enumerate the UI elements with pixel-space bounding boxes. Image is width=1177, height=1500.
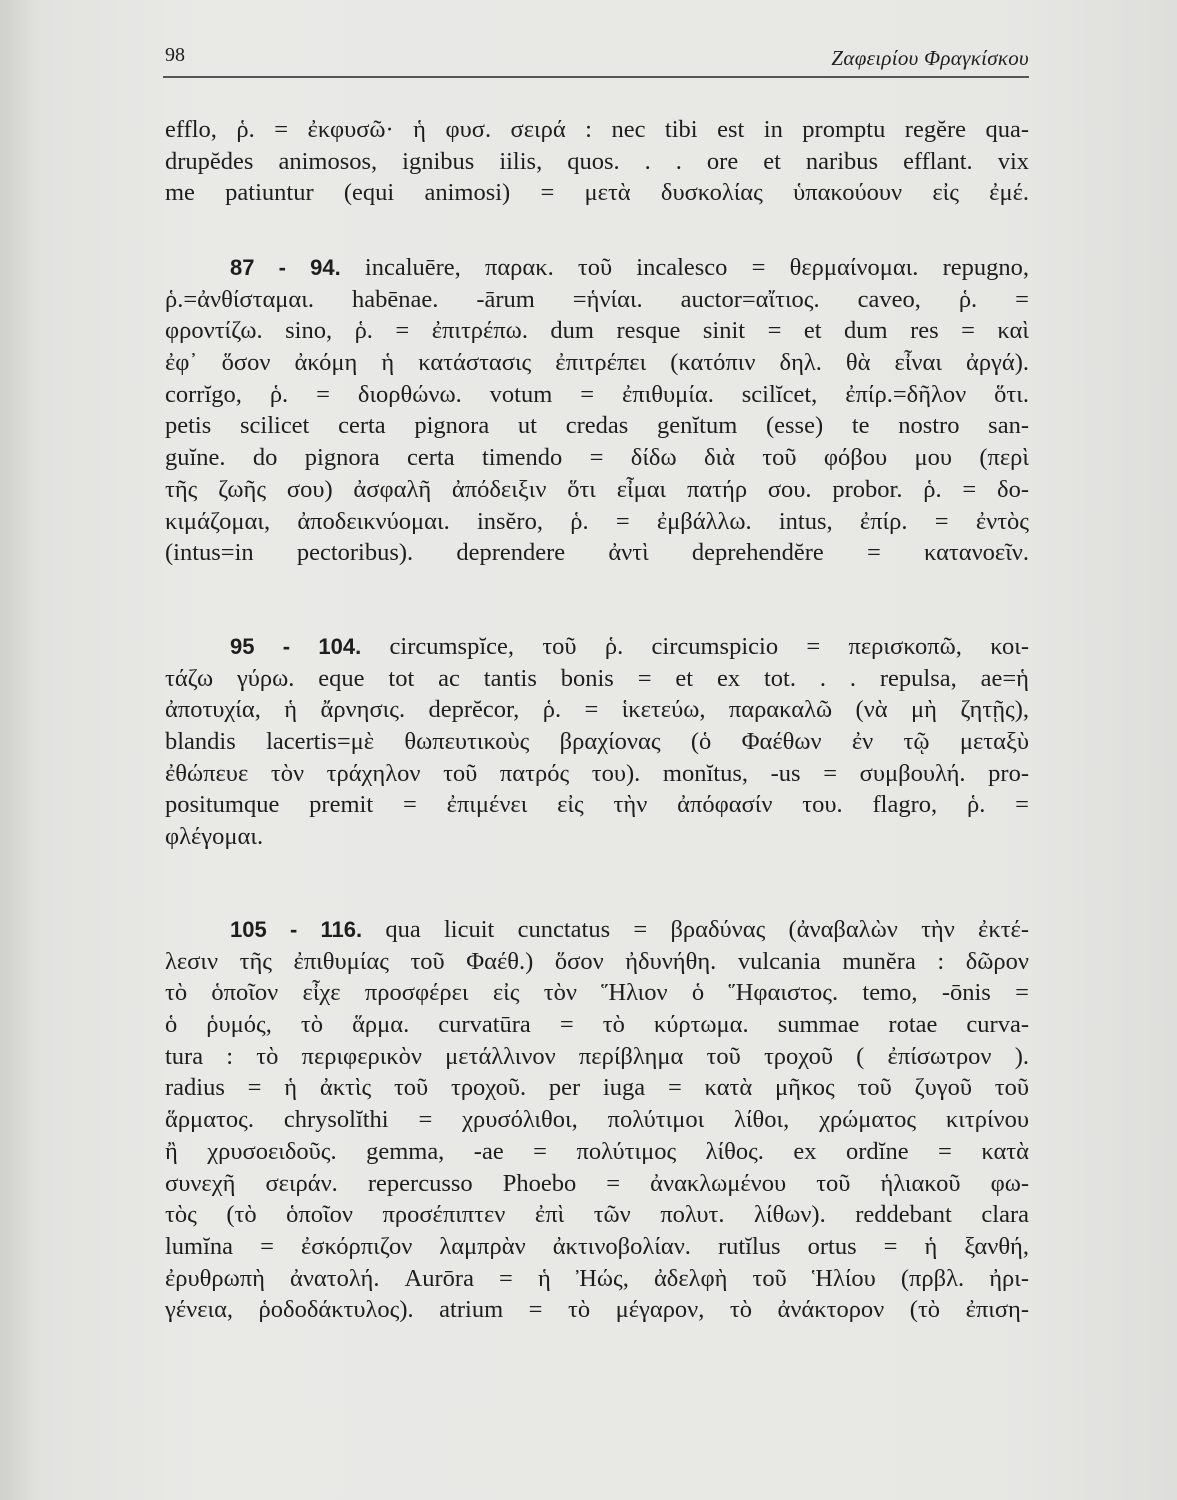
paragraph-efflo bbox=[165, 114, 1029, 209]
line-text: τὸ ὁποῖον εἶχε προσφέρει εἰς τὸν Ἥλιον ὁ Ἥφαιστος. temo, -ōnis = bbox=[165, 979, 1029, 1007]
text-line bbox=[165, 946, 1029, 978]
verse-range-label: 87 - 94. bbox=[230, 255, 341, 280]
text-line bbox=[165, 1231, 1029, 1263]
page-header bbox=[165, 44, 1029, 74]
text-line bbox=[165, 537, 1029, 569]
line-text: φροντίζω. sino, ῥ. = ἐπιτρέπω. dum resque sinit = et dum res = καὶ bbox=[165, 317, 1029, 345]
text-line bbox=[165, 1041, 1029, 1073]
line-text: corrĭgo, ῥ. = διορθώνω. votum = ἐπιθυμία. scilĭcet, ἐπίρ.=δῆλον ὅτι. bbox=[165, 380, 1029, 408]
line-text: ἐθώπευε τὸν τράχηλον τοῦ πατρός του). monĭtus, -us = συμβουλή. pro- bbox=[165, 759, 1029, 787]
text-line bbox=[165, 347, 1029, 379]
line-text: ἐφ᾽ ὅσον ἀκόμη ἡ κατάστασις ἐπιτρέπει (κατόπιν δηλ. θὰ εἶναι ἀργά). bbox=[165, 349, 1029, 377]
text-line bbox=[165, 1199, 1029, 1231]
line-text: positumque premit = ἐπιμένει εἰς τὴν ἀπόφασίν του. flagro, ῥ. = bbox=[165, 791, 1029, 819]
line-text: efflo, ῥ. = ἐκφυσῶ· ἡ φυσ. σειρά : nec tibi est in promptu regĕre qua- bbox=[165, 116, 1029, 143]
line-text: κιμάζομαι, ἀποδεικνύομαι. insĕro, ῥ. = ἐμβάλλω. intus, ἐπίρ. = ἐντὸς bbox=[165, 507, 1029, 535]
line-text: τῆς ζωῆς σου) ἀσφαλῆ ἀπόδειξιν ὅτι εἶμαι πατήρ σου. probor. ῥ. = δο- bbox=[165, 475, 1029, 503]
text-line bbox=[165, 821, 1029, 853]
line-text: ῥ.=ἀνθίσταμαι. habēnae. -ārum =ἡνίαι. auctor=αἴτιος. caveo, ῥ. = bbox=[165, 285, 1029, 313]
text-line bbox=[165, 315, 1029, 347]
line-text: ὁ ῥυμός, τὸ ἅρμα. curvatūra = τὸ κύρτωμα. summae rotae curva- bbox=[165, 1011, 1029, 1039]
text-line bbox=[165, 1263, 1029, 1295]
line-text: γένεια, ῥοδοδάκτυλος). atrium = τὸ μέγαρον, τὸ ἀνάκτορον (τὸ ἐπιση- bbox=[165, 1296, 1029, 1324]
text-line bbox=[165, 379, 1029, 411]
text-line bbox=[165, 1072, 1029, 1104]
text-line bbox=[165, 631, 1029, 663]
text-line bbox=[165, 410, 1029, 442]
paragraph-105-116 bbox=[165, 914, 1029, 1326]
text-line bbox=[165, 442, 1029, 474]
line-text: blandis lacertis=μὲ θωπευτικοὺς βραχίονας (ὁ Φαέθων ἐν τῷ μεταξὺ bbox=[165, 728, 1029, 756]
text-line bbox=[165, 177, 1029, 209]
line-text: λεσιν τῆς ἐπιθυμίας τοῦ Φαέθ.) ὅσον ἠδυνήθη. vulcania munĕra : δῶρον bbox=[165, 947, 1029, 975]
text-line bbox=[165, 284, 1029, 316]
line-text: ἅρματος. chrysolĭthi = χρυσόλιθοι, πολύτιμοι λίθοι, χρώματος κιτρίνου bbox=[165, 1106, 1029, 1134]
text-line bbox=[165, 1104, 1029, 1136]
line-text: circumspĭce, τοῦ ῥ. circumspicio = περισκοπῶ, κοι- bbox=[361, 633, 1029, 660]
text-line bbox=[165, 1294, 1029, 1326]
text-line bbox=[165, 252, 1029, 284]
line-text: φλέγομαι. bbox=[165, 823, 264, 851]
line-text: ἐρυθρωπὴ ἀνατολή. Aurōra = ἡ Ἠώς, ἀδελφὴ τοῦ Ἡλίου (πρβλ. ἠρι- bbox=[165, 1264, 1029, 1292]
text-line bbox=[165, 1136, 1029, 1168]
line-text: qua licuit cunctatus = βραδύνας (ἀναβαλὼν τὴν ἐκτέ- bbox=[362, 916, 1029, 943]
text-line bbox=[165, 1009, 1029, 1041]
text-line bbox=[165, 1168, 1029, 1200]
text-line bbox=[165, 694, 1029, 726]
line-text: ἢ χρυσοειδοῦς. gemma, -ae = πολύτιμος λίθος. ex ordĭne = κατὰ bbox=[165, 1137, 1029, 1165]
text-line bbox=[165, 726, 1029, 758]
line-text: συνεχῆ σειράν. repercusso Phoebo = ἀνακλωμένου τοῦ ἡλιακοῦ φω- bbox=[165, 1169, 1029, 1197]
header-rule bbox=[163, 76, 1029, 78]
line-text: tura : τὸ περιφερικὸν μετάλλινον περίβλημα τοῦ τροχοῦ ( ἐπίσωτρον ). bbox=[165, 1042, 1029, 1070]
verse-range-label: 105 - 116. bbox=[230, 917, 363, 942]
text-line bbox=[165, 758, 1029, 790]
line-text: radius = ἡ ἀκτὶς τοῦ τροχοῦ. per iuga = κατὰ μῆκος τοῦ ζυγοῦ τοῦ bbox=[165, 1074, 1029, 1102]
page-number: 98 bbox=[165, 44, 185, 66]
text-line bbox=[165, 789, 1029, 821]
text-line bbox=[165, 977, 1029, 1009]
line-text: guĭne. do pignora certa timendo = δίδω διὰ τοῦ φόβου μου (περὶ bbox=[165, 444, 1029, 472]
text-line bbox=[165, 914, 1029, 946]
text-line bbox=[165, 146, 1029, 178]
line-text: τάζω γύρω. eque tot ac tantis bonis = et ex tot. . . repulsa, ae=ἡ bbox=[165, 664, 1029, 692]
line-text: τὸς (τὸ ὁποῖον προσέπιπτεν ἐπὶ τῶν πολυτ. λίθων). reddebant clara bbox=[165, 1201, 1029, 1229]
text-line bbox=[165, 114, 1029, 146]
paragraph-87-94 bbox=[165, 252, 1029, 569]
line-text: me patiuntur (equi animosi) = μετὰ δυσκολίας ὑπακούουν εἰς ἐμέ. bbox=[165, 179, 1029, 207]
text-line bbox=[165, 474, 1029, 506]
running-title: Ζαφειρίου Φραγκίσκου bbox=[831, 46, 1029, 70]
line-text: lumĭna = ἐσκόρπιζον λαμπρὰν ἀκτινοβολίαν. rutĭlus ortus = ἡ ξανθή, bbox=[165, 1232, 1029, 1260]
verse-range-label: 95 - 104. bbox=[230, 634, 362, 659]
line-text: incaluēre, παρακ. τοῦ incalesco = θερμαίνομαι. repugno, bbox=[340, 254, 1030, 281]
line-text: drupĕdes animosos, ignibus iilis, quos. . . ore et naribus efflant. vix bbox=[165, 147, 1029, 175]
paragraph-95-104 bbox=[165, 631, 1029, 853]
line-text: petis scilicet certa pignora ut credas genĭtum (esse) te nostro san- bbox=[165, 412, 1029, 440]
text-line bbox=[165, 663, 1029, 695]
line-text: ἀποτυχία, ἡ ἄρνησις. deprĕcor, ῥ. = ἱκετεύω, παρακαλῶ (νὰ μὴ ζητῇς), bbox=[165, 696, 1029, 724]
text-line bbox=[165, 506, 1029, 538]
line-text: (intus=in pectoribus). deprendere ἀντὶ deprehendĕre = κατανοεῖν. bbox=[165, 539, 1029, 567]
